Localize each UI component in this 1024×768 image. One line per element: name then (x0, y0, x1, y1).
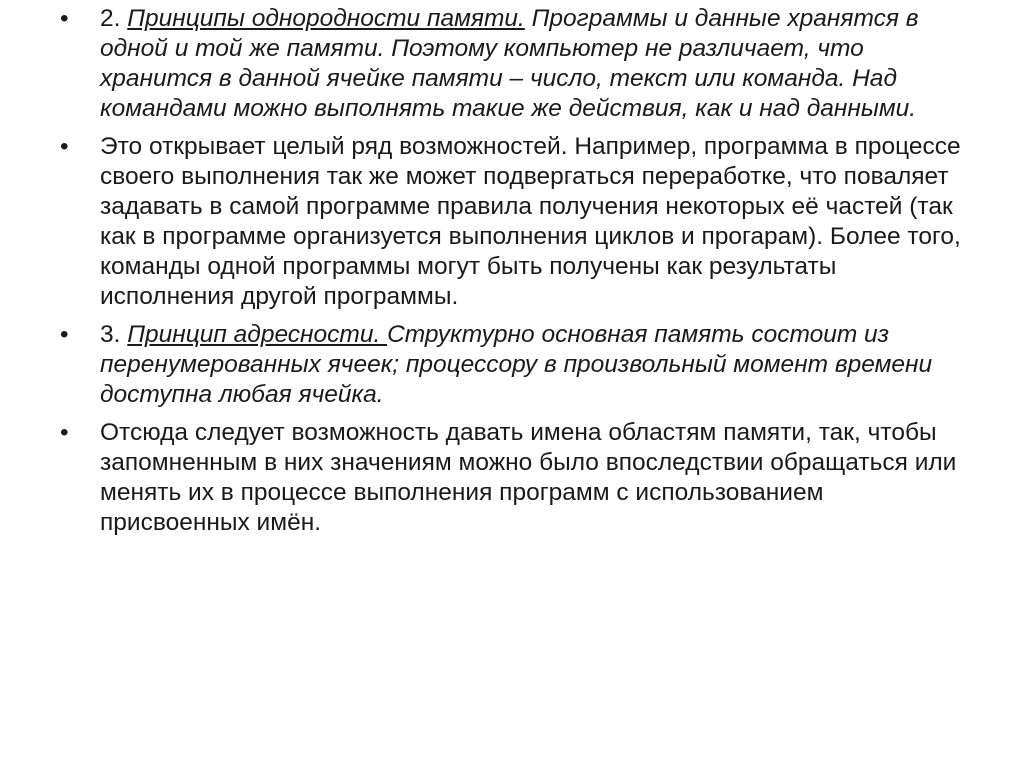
bullet-principle-addressing (60, 320, 964, 410)
bullet-number: 2. (100, 5, 128, 32)
principle-title: Принцип адресности. (127, 321, 388, 348)
bullet-text: Это открывает целый ряд возможностей. Например, программа в процессе своего выполнения так же может подвергаться переработке, что поваляет задавать в самой программе правила получения некоторых её частей (так как в программе организуется выполнения циклов и прогарам). Более того, команды одной программы могут быть получены как результаты исполнения другой программы. (100, 133, 961, 310)
bullet-marker: • (60, 321, 69, 348)
principle-description: Структурно основная память состоит из перенумерованных ячеек; процессору в произвольный момент времени доступна любая ячейка. (100, 321, 933, 408)
bullet-principle-homogeneity (60, 4, 964, 124)
principle-title: Принципы однородности памяти. (127, 5, 525, 32)
bullet-text: Отсюда следует возможность давать имена областям памяти, так, чтобы запомненным в них значениям можно было впоследствии обращаться или менять их в процессе выполнения программ с использованием присвоенных имён. (100, 419, 957, 536)
bullet-marker: • (60, 133, 69, 160)
bullet-naming (60, 418, 964, 538)
bullet-marker: • (60, 5, 69, 32)
principle-description: Программы и данные хранятся в одной и той же памяти. Поэтому компьютер не различает, что хранится в данной ячейке памяти – число, текст или команда. Над командами можно выполнять такие же действия, как и над данными. (100, 5, 919, 122)
bullet-marker: • (60, 419, 69, 446)
bullet-number: 3. (100, 321, 128, 348)
bullet-list (60, 4, 964, 538)
bullet-possibilities (60, 132, 964, 312)
